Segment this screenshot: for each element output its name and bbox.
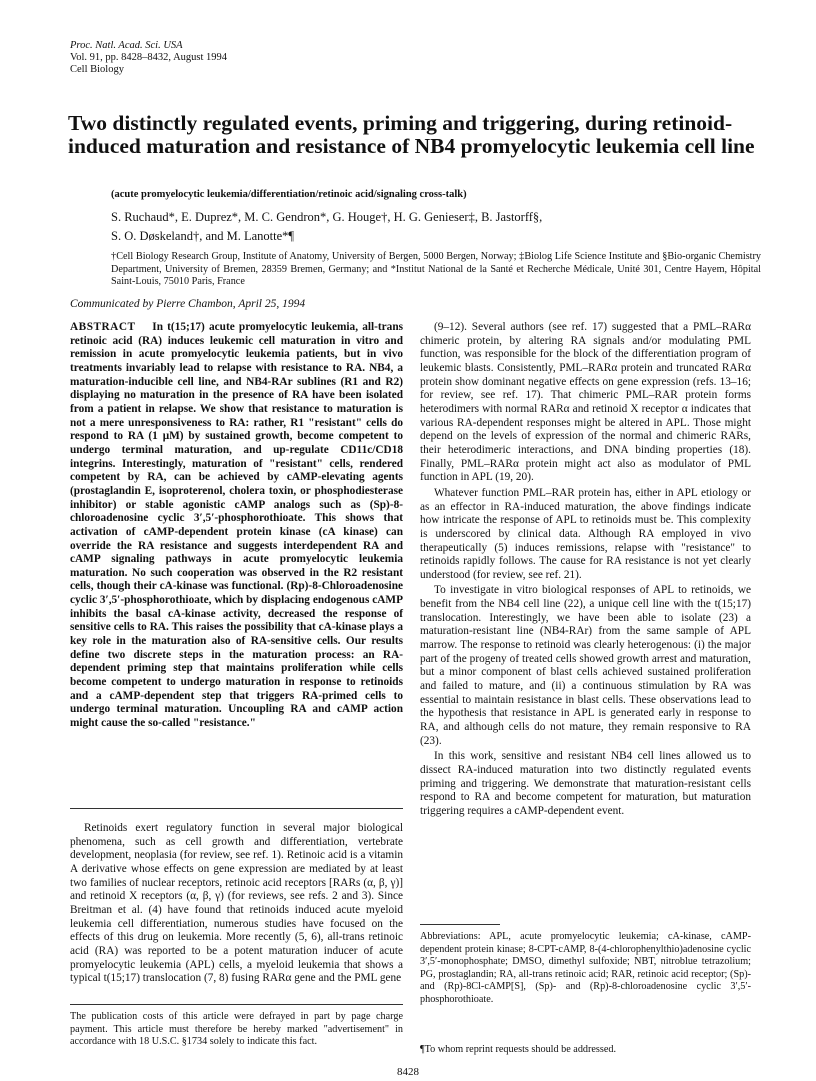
footnote-divider-left [70, 1004, 403, 1005]
journal-volume: Vol. 91, pp. 8428–8432, August 1994 [70, 52, 228, 63]
communicated-by: Communicated by Pierre Chambon, April 25, 1994 [70, 298, 306, 310]
abstract-divider [70, 808, 403, 809]
abstract-text: In t(15;17) acute promyelocytic leukemia, all-trans retinoic acid (RA) induces leukemic cell maturation in vitro and remission in acute promyelocytic leukemia patients, but in vivo treatments invariably lead to relapse with resistance to RA. NB4, a maturation-inducible cell line, and NB4-RAr sublines (R1 and R2) displaying no maturation in the presence of RA have been isolated from a patient in relapse. We show that resistance to maturation is not a mere unresponsiveness to RA: rather, R1 "resistant" cells do respond to RA (1 μM) by sustained growth, become competent to undergo terminal maturation, and up-regulate CD11c/CD18 integrins. Interestingly, maturation of "resistant" cells, rendered competent by RA, can be achieved by cAMP-elevating agents (prostaglandin E, isoproterenol, cholera toxin, or phosphodiesterase inhibitor) or stable agonistic cAMP analogs such as (Sp)-8-chloroadenosine cyclic 3′,5′-phosphorothioate. This shows that activation of cAMP-dependent protein kinase (cA kinase) can override the RA resistance and suggests interdependent RA and cAMP signaling pathways in acute promyelocytic leukemia maturation. No such cooperation was observed in the R2 resistant cells, though their cA-kinase was functional. (Rp)-8-Chloroadenosine cyclic 3′,5′-phosphorothioate, which by displacing endogenous cAMP inhibits the basal cA-kinase activity, decreased the response of sensitive cells to RA. This raises the possibility that cA-kinase plays a key role in the maturation also of RA-sensitive cells. Our results define two discrete steps in the maturation process: an RA-dependent priming step that maintains proliferation while cells become competent to undergo maturation in response to retinoids and a cAMP-dependent step that triggers RA-primed cells to undergo terminal maturation. Uncoupling RA and cAMP action might cause the so-called "resistance." [70, 321, 404, 730]
author-list [111, 208, 751, 246]
charge-footnote: The publication costs of this article were defrayed in part by page charge payment. This article must therefore be hereby marked "advertisement" in accordance with 18 U.S.C. §1734 solely to indicate this fact. [70, 1011, 403, 1047]
affiliations: †Cell Biology Research Group, Institute of Anatomy, University of Bergen, 5000 Bergen, Norway; ‡Biolog Life Science Institute and §Bio-organic Chemistry Department, University of Bremen, 28359 Bremen, Germany; and *Institut National de la Santé et Recherche Médicale, Unité 301, Centre Hayem, Hôpital Saint-Louis, 75010 Paris, France [111, 251, 761, 287]
reprint-footnote: ¶To whom reprint requests should be addressed. [420, 1044, 617, 1055]
journal-header [70, 40, 227, 76]
keywords: (acute promyelocytic leukemia/differentiation/retinoic acid/signaling cross-talk) [111, 189, 467, 200]
paragraph: Retinoids exert regulatory function in several major biological phenomena, such as cell growth and differentiation, vertebrate development, neoplasia (for review, see ref. 1). Retinoic acid is a vitamin A derivative whose effects on gene expression are mediated by at least two families of nuclear receptors, retinoic acid receptors [RARs (α, β, γ)] and retinoid X receptors (α, β, γ) (for reviews, see refs. 2 and 3). Since Breitman et al. (4) have found that retinoids induced acute myeloid leukemia cell differentiation, numerous studies have focused on the effects of this drug on leukemia. More recently (5, 6), all-trans retinoic acid (RA) was reported to be a potent maturation inducer of acute promyelocytic leukemia (APL) cells, a myeloid leukemia that shows a typical t(15;17) translocation (7, 8) fusing RARα gene and the PML gene [70, 822, 403, 985]
paragraph: In this work, sensitive and resistant NB4 cell lines allowed us to dissect RA-induced maturation into two distinctly regulated events priming and triggering. We demonstrate that maturation-resistant cells respond to RA and become competent for maturation, but maturation triggering requires a cAMP-dependent event. [420, 750, 751, 817]
abstract-heading: ABSTRACT [70, 321, 136, 333]
right-column-body [420, 321, 751, 819]
paragraph: Whatever function PML–RAR protein has, either in APL etiology or as an effector in RA-induced maturation, the above findings indicate how intricate the response of APL to retinoids must be. This complexity is underscored by clinical data. Although RA employed in vivo therapeutically (5) induces remissions, relapse with "resistance" to retinoids rapidly follows. The cause for RA resistance is not yet clearly understood (for review, see ref. 21). [420, 486, 751, 581]
journal-section: Cell Biology [70, 64, 124, 75]
left-column-body [70, 822, 403, 986]
author-line-2: S. O. Døskeland†, and M. Lanotte*¶ [111, 229, 295, 243]
abstract [70, 321, 403, 731]
abbreviations-footnote: Abbreviations: APL, acute promyelocytic leukemia; cA-kinase, cAMP-dependent protein kinase; 8-CPT-cAMP, 8-(4-chlorophenylthio)adenosine cyclic 3′,5′-monophosphate; DMSO, dimethyl sulfoxide; NBT, nitroblue tetrazolium; PG, prostaglandin; RA, all-trans retinoic acid; RAR, retinoic acid receptor; (Sp)- and (Rp)-8Cl-cAMP[S], (Sp)- and (Rp)-8-chloroadenosine cyclic 3′,5′-phosphorothioate. [420, 931, 751, 1005]
paragraph: To investigate in vitro biological responses of APL to retinoids, we benefit from the NB4 cell line (22), a unique cell line with the t(15;17) translocation. Interestingly, we have been able to isolate (23) a maturation-resistant line (NB4-RAr) from the same sample of APL marrow. The response to retinoid was clearly heterogenous: (i) the major part of the progeny of treated cells showed growth arrest and maturation, but a minor component of blast cells achieved sustained proliferation and failed to mature, and (ii) a continuous stimulation by RA was essential to maintain resistance in blast cells. These observations lead to the hypothesis that resistance in APL is generated early in response to RA, and although cells do not mature, they remain responsive to RA (23). [420, 584, 751, 747]
paper-title: Two distinctly regulated events, priming and triggering, during retinoid-induced maturation and resistance of NB4 promyelocytic leukemia cell line [68, 111, 755, 158]
footnote-divider-right [420, 924, 500, 925]
page-number: 8428 [397, 1066, 419, 1078]
journal-name: Proc. Natl. Acad. Sci. USA [70, 40, 183, 51]
author-line-1: S. Ruchaud*, E. Duprez*, M. C. Gendron*, G. Houge†, H. G. Genieser‡, B. Jastorff§, [111, 210, 543, 224]
paragraph: (9–12). Several authors (see ref. 17) suggested that a PML–RARα chimeric protein, by altering RA signals and/or modulating PML function, was responsible for the block of the differentiation program of leukemic blasts. Consistently, PML–RARα protein and truncated RARα protein show dominant negative effects on gene expression (refs. 13–16; for review, see ref. 17). That chimeric PML–RAR protein forms heterodimers with normal RARα and retinoid X receptor α indicates that various RA-dependent responses might be altered in APL. Those might depend on the levels of expression of the normal and chimeric RARs, their heterodimeric interactions, and DNA binding properties (18). Finally, PML–RARα protein might act also as modulator of PML function in APL (19, 20). [420, 321, 751, 484]
